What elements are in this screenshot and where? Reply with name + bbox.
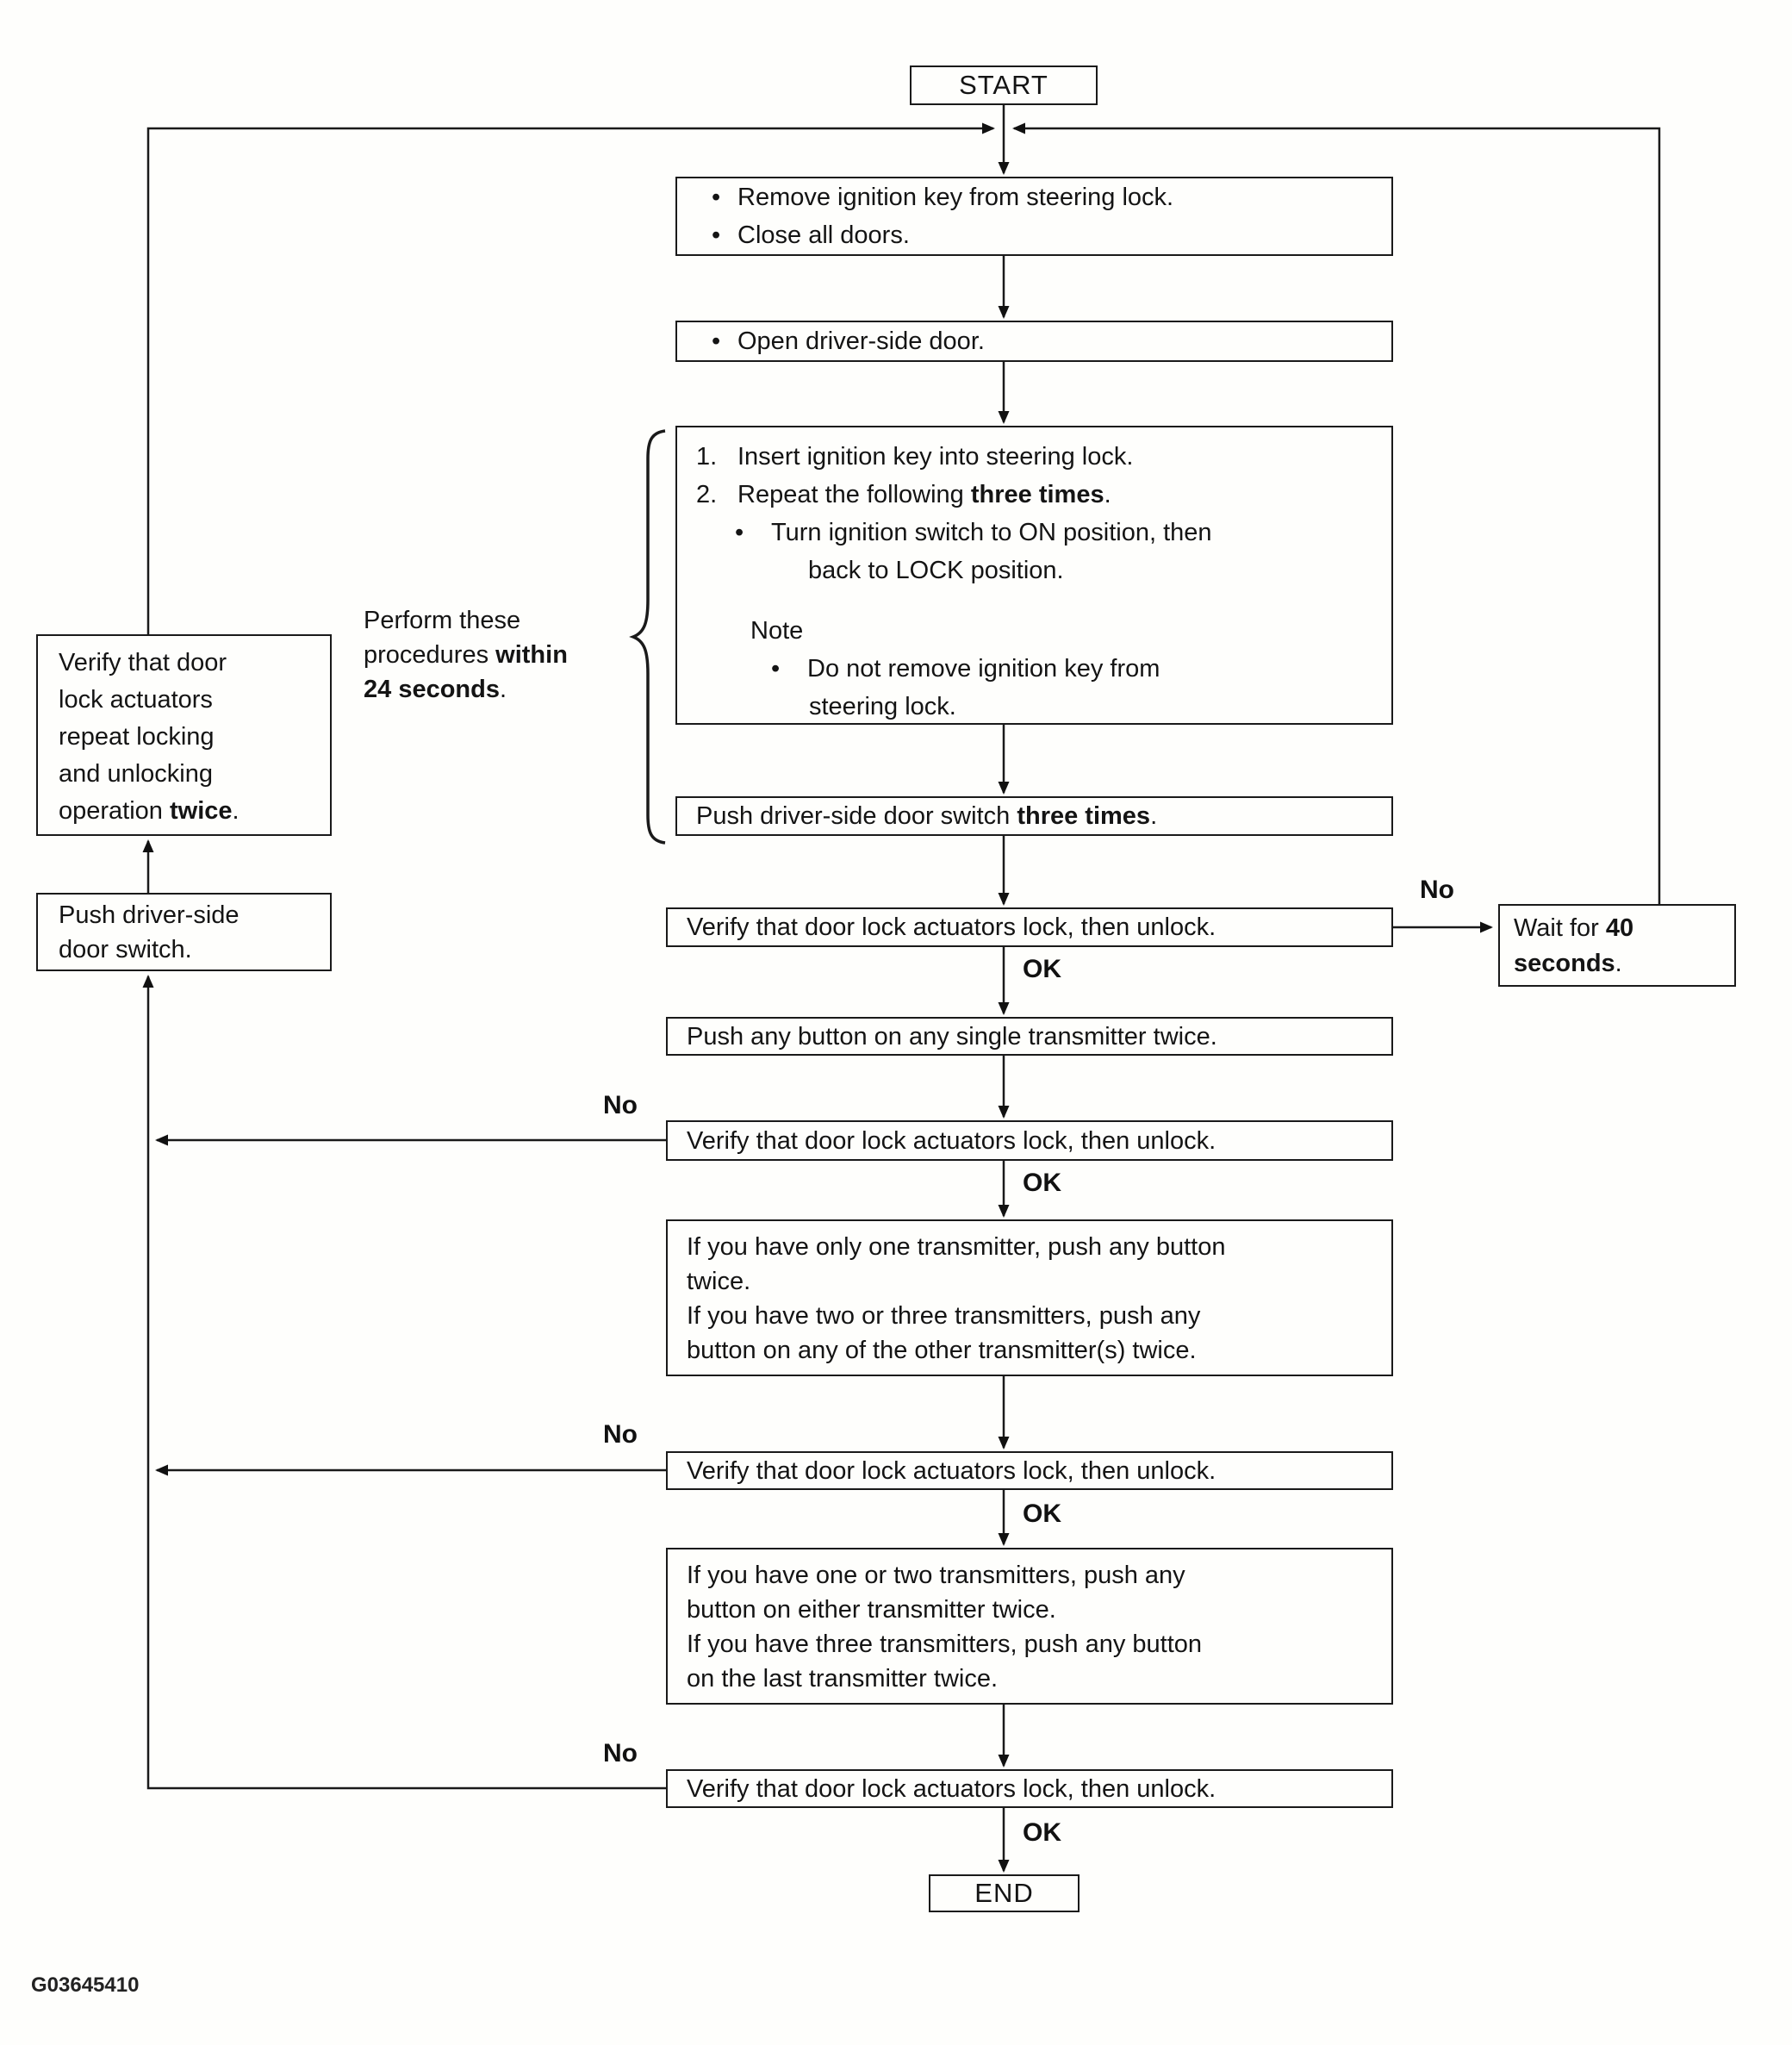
side-text-line: lock actuators	[59, 686, 213, 714]
verify-lock-node-2	[666, 1120, 1393, 1161]
step-ignition-sequence-node	[675, 426, 1393, 725]
start-node	[910, 65, 1098, 105]
bullet-icon: •	[712, 184, 721, 211]
wait-line	[1514, 946, 1734, 982]
text-part: Repeat the following	[737, 481, 971, 508]
connector-no-bottom-to-push-switch	[148, 976, 666, 1788]
text-part: Push driver-side door switch	[696, 802, 1017, 830]
flow-label-ok: OK	[1023, 1818, 1061, 1847]
note-text: Do not remove ignition key from	[807, 655, 1160, 683]
bullet-line	[712, 216, 1391, 254]
flow-label-no: No	[603, 1091, 638, 1119]
text-part: .	[499, 676, 507, 703]
bullet-icon: •	[712, 327, 721, 355]
text-part: Wait for	[1514, 914, 1606, 942]
note-text: steering lock.	[809, 693, 956, 720]
step-push-any-button-node	[666, 1017, 1393, 1056]
text-part: .	[1104, 481, 1111, 508]
numbered-line	[696, 476, 1376, 514]
step-text: Insert ignition key into steering lock.	[737, 443, 1134, 471]
step-text-line: on the last transmitter twice.	[687, 1665, 999, 1693]
step-open-door-node	[675, 321, 1393, 362]
step-text: Open driver-side door.	[737, 327, 985, 355]
step-text: back to LOCK position.	[808, 557, 1064, 584]
end-node	[929, 1874, 1080, 1912]
step-text: Push any button on any single transmitter twice.	[687, 1022, 1217, 1051]
note-title: Note	[750, 617, 804, 645]
step-text-line: If you have three transmitters, push any button	[687, 1630, 1203, 1658]
text-part: .	[1150, 802, 1158, 830]
flow-label-no: No	[603, 1420, 638, 1449]
step-text: Remove ignition key from steering lock.	[737, 184, 1174, 211]
annotation-line	[364, 638, 631, 672]
side-verify-repeat-node	[36, 634, 332, 836]
verify-text: Verify that door lock actuators lock, then unlock.	[687, 1126, 1216, 1155]
brace-annotation	[364, 603, 631, 707]
side-text-line: Push driver-side	[59, 901, 240, 929]
list-number: 1.	[696, 443, 718, 471]
figure-id: G03645410	[31, 1973, 140, 1997]
step-push-switch-three-node	[675, 796, 1393, 836]
text-part-bold: three times	[970, 481, 1104, 508]
step-text	[737, 476, 1111, 514]
wait-line	[1514, 911, 1734, 946]
step-one-transmitter-node	[666, 1219, 1393, 1376]
side-text-line: door switch.	[59, 935, 192, 963]
text-part: .	[1615, 950, 1622, 977]
verify-lock-node-1	[666, 907, 1393, 947]
bullet-icon: •	[712, 221, 721, 249]
text-part-bold: within	[495, 641, 568, 669]
end-label: END	[974, 1878, 1034, 1908]
step-text-line: If you have two or three transmitters, push any	[687, 1302, 1201, 1330]
text-part-bold: seconds	[1514, 950, 1615, 977]
step-text: Close all doors.	[737, 221, 910, 249]
verify-text: Verify that door lock actuators lock, then unlock.	[687, 1774, 1216, 1803]
text-part-bold: twice	[170, 797, 233, 825]
flow-label-ok: OK	[1023, 1499, 1061, 1528]
step-text-line: button on either transmitter twice.	[687, 1596, 1056, 1624]
side-push-switch-node	[36, 893, 332, 971]
start-label: START	[959, 70, 1048, 100]
text-part-bold: three times	[1017, 802, 1151, 830]
step-text-line: button on any of the other transmitter(s) twice.	[687, 1337, 1197, 1364]
side-text-line: repeat locking	[59, 723, 215, 751]
flow-label-ok: OK	[1023, 955, 1061, 983]
numbered-line	[696, 438, 1376, 476]
side-text-line	[59, 793, 330, 830]
flow-label-no: No	[603, 1739, 638, 1768]
step-two-transmitters-node	[666, 1548, 1393, 1705]
flow-label-ok: OK	[1023, 1169, 1061, 1197]
list-number: 2.	[696, 481, 718, 508]
step-text: Turn ignition switch to ON position, then	[771, 519, 1212, 546]
text-part: .	[232, 797, 240, 825]
bullet-line	[771, 650, 1376, 688]
step-text-line: If you have only one transmitter, push any button	[687, 1233, 1226, 1261]
bullet-icon: •	[735, 519, 744, 546]
text-part-bold: 24 seconds	[364, 676, 500, 703]
verify-lock-node-4	[666, 1769, 1393, 1808]
verify-text: Verify that door lock actuators lock, then unlock.	[687, 1456, 1216, 1485]
step-text-line: If you have one or two transmitters, push any	[687, 1562, 1185, 1589]
text-part-bold: 40	[1605, 914, 1634, 942]
bullet-icon: •	[771, 655, 781, 683]
verify-lock-node-3	[666, 1451, 1393, 1490]
text-part: procedures	[364, 641, 496, 669]
annotation-line: Perform these	[364, 607, 521, 634]
step-remove-key-node	[675, 177, 1393, 256]
step-text-line: twice.	[687, 1268, 751, 1295]
flow-label-no: No	[1420, 876, 1454, 904]
verify-text: Verify that door lock actuators lock, then unlock.	[687, 913, 1216, 941]
step-text	[696, 797, 1157, 835]
text-part: operation	[59, 797, 170, 825]
bullet-line	[712, 178, 1391, 216]
annotation-line	[364, 672, 631, 707]
wait-node	[1498, 904, 1736, 987]
side-text-line: and unlocking	[59, 760, 213, 788]
curly-brace-icon	[633, 431, 665, 843]
bullet-line	[735, 514, 1376, 552]
side-text-line: Verify that door	[59, 649, 227, 676]
